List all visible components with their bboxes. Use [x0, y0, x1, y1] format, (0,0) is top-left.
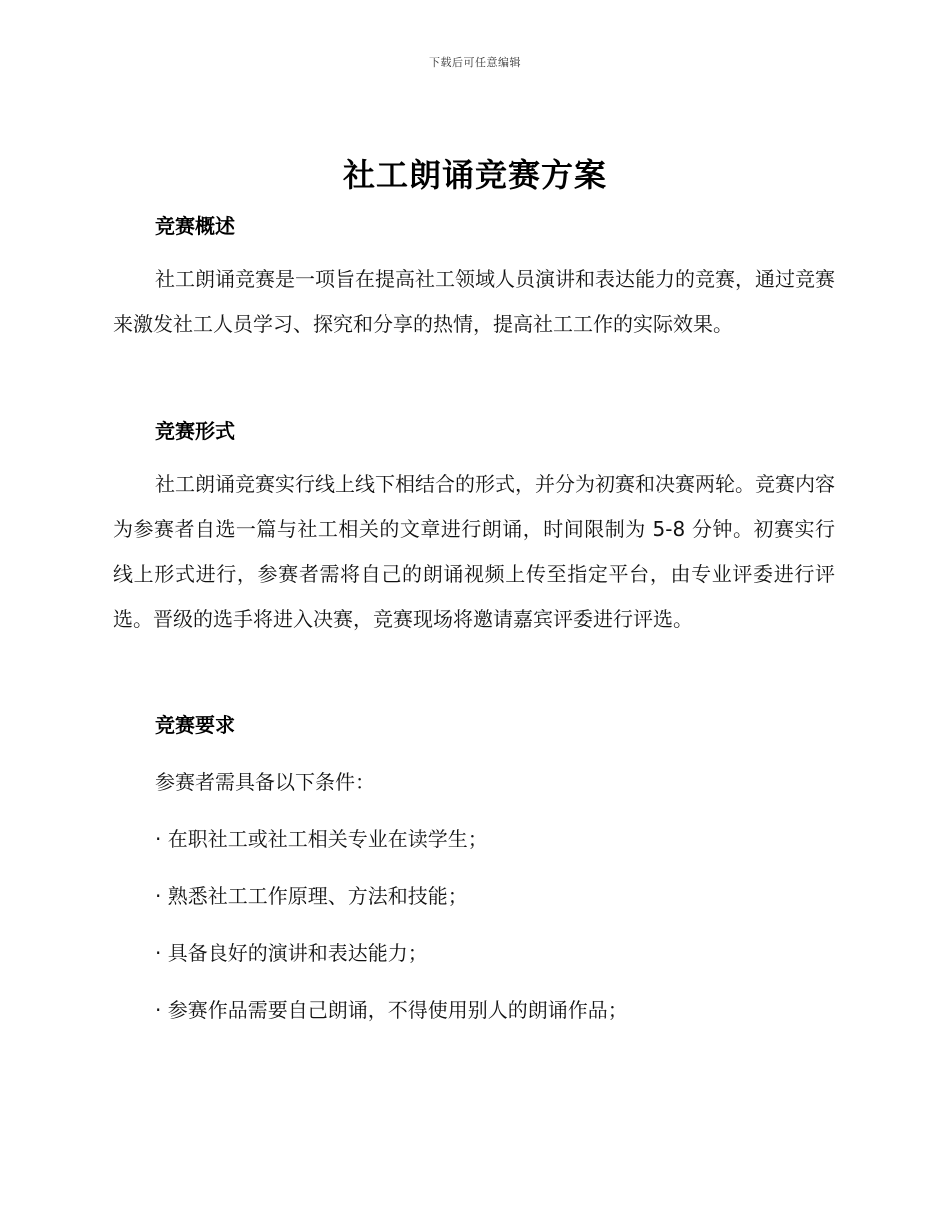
header-note: 下载后可任意编辑 — [429, 56, 521, 69]
requirement-item: · 在职社工或社工相关专业在读学生； — [155, 827, 488, 851]
requirements-intro: 参赛者需具备以下条件： — [155, 770, 375, 794]
section-heading-requirements: 竞赛要求 — [155, 713, 235, 737]
requirement-item: · 具备良好的演讲和表达能力； — [155, 941, 428, 965]
section-heading-overview: 竞赛概述 — [155, 214, 235, 238]
requirement-item: · 参赛作品需要自己朗诵，不得使用别人的朗诵作品； — [155, 998, 628, 1022]
section-paragraph-format: 社工朗诵竞赛实行线上线下相结合的形式，并分为初赛和决赛两轮。竞赛内容为参赛者自选一篇与社工相关的文章进行朗诵，时间限制为 5-8 分钟。初赛实行线上形式进行，参赛者需将自己的朗诵视频上传至指定平台，由专业评委进行评选。晋级的选手将进入决赛，竞赛现场将邀请嘉宾评委进行评选。 — [113, 472, 835, 631]
section-paragraph-overview: 社工朗诵竞赛是一项旨在提高社工领域人员演讲和表达能力的竞赛，通过竞赛来激发社工人员学习、探究和分享的热情，提高社工工作的实际效果。 — [113, 267, 835, 336]
requirement-item: · 熟悉社工工作原理、方法和技能； — [155, 884, 468, 908]
document-title: 社工朗诵竞赛方案 — [342, 156, 607, 194]
section-heading-format: 竞赛形式 — [155, 419, 235, 443]
